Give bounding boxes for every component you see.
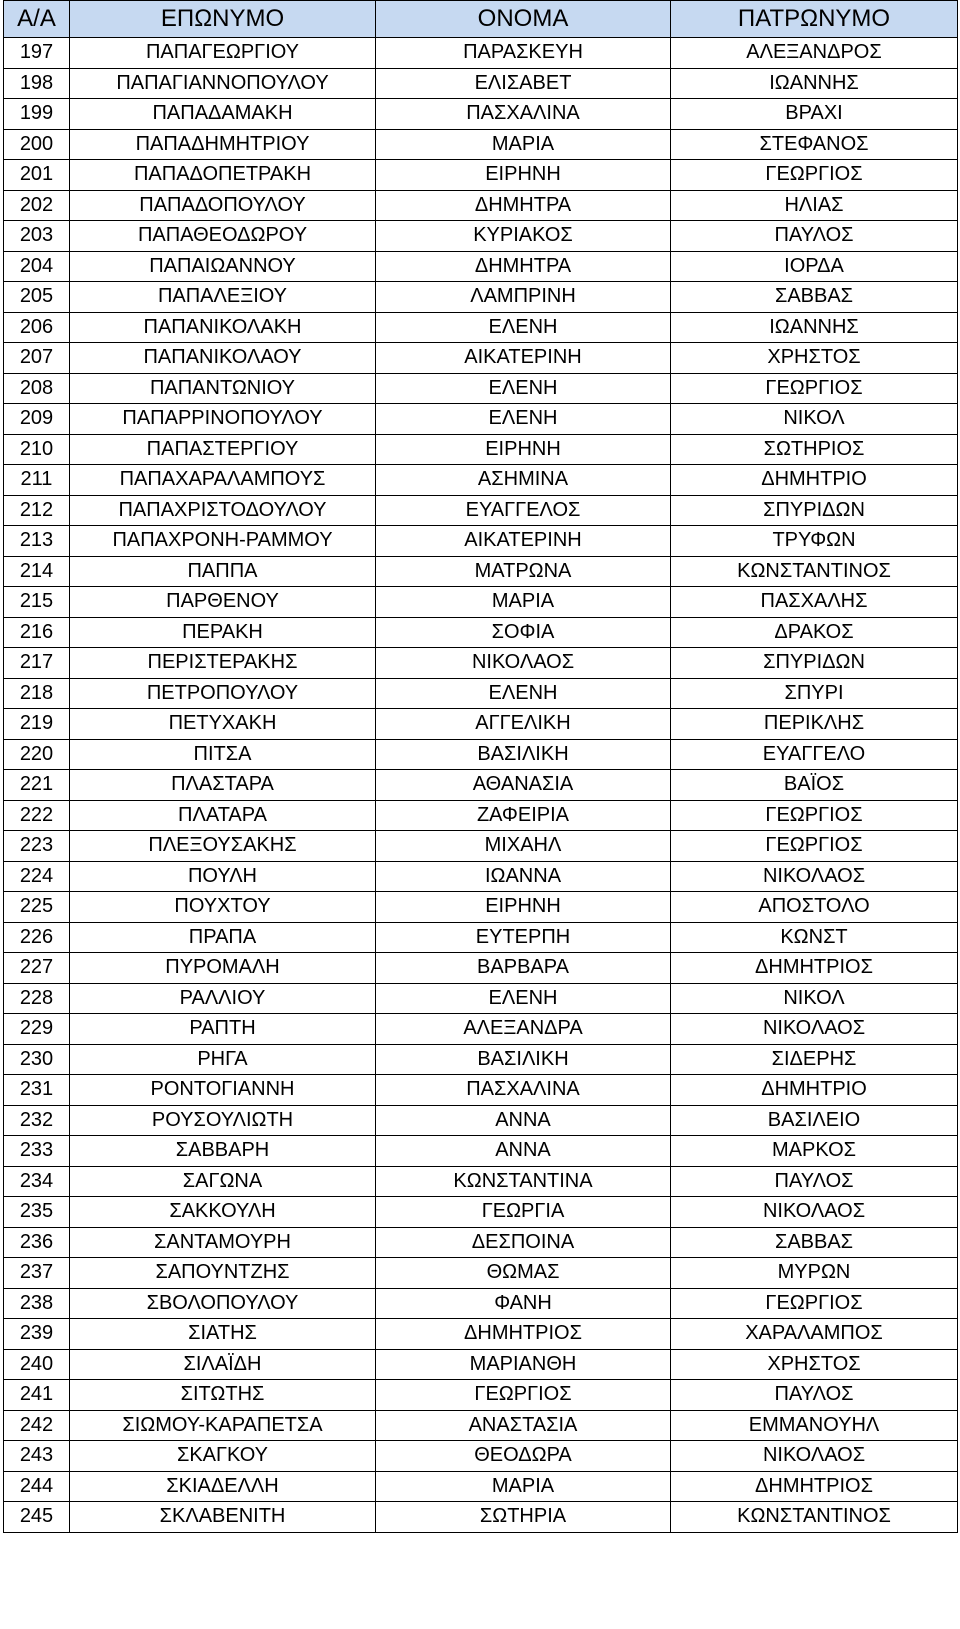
- table-row: [4, 861, 958, 892]
- cell-surname: ΠΕΡΑΚΗ: [70, 617, 376, 648]
- header-father-name: ΠΑΤΡΩΝΥΜΟ: [671, 1, 958, 38]
- cell-name: ΛΑΜΠΡΙΝΗ: [376, 282, 671, 313]
- table-row: [4, 1075, 958, 1106]
- table-row: [4, 38, 958, 69]
- cell-surname: ΠΑΠΑΔΗΜΗΤΡΙΟΥ: [70, 129, 376, 160]
- table-row: [4, 1410, 958, 1441]
- cell-father-name: ΑΛΕΞΑΝΔΡΟΣ: [671, 38, 958, 69]
- table-row: [4, 434, 958, 465]
- cell-name: ΒΑΡΒΑΡΑ: [376, 953, 671, 984]
- cell-father-name: ΒΑΣΙΛΕΙΟ: [671, 1105, 958, 1136]
- cell-surname: ΠΛΕΞΟΥΣΑΚΗΣ: [70, 831, 376, 862]
- cell-name: ΔΗΜΗΤΡΙΟΣ: [376, 1319, 671, 1350]
- cell-aa: 226: [4, 922, 70, 953]
- cell-father-name: ΠΑΥΛΟΣ: [671, 221, 958, 252]
- cell-surname: ΡΑΠΤΗ: [70, 1014, 376, 1045]
- table-body: [4, 38, 958, 1533]
- cell-aa: 229: [4, 1014, 70, 1045]
- cell-name: ΑΝΝΑ: [376, 1136, 671, 1167]
- cell-surname: ΠΕΡΙΣΤΕΡΑΚΗΣ: [70, 648, 376, 679]
- cell-surname: ΡΟΝΤΟΓΙΑΝΝΗ: [70, 1075, 376, 1106]
- cell-surname: ΠΑΠΑΛΕΞΙΟΥ: [70, 282, 376, 313]
- cell-surname: ΠΑΠΑΝΙΚΟΛΑΚΗ: [70, 312, 376, 343]
- cell-father-name: ΔΗΜΗΤΡΙΟΣ: [671, 953, 958, 984]
- cell-surname: ΠΑΠΑΡΡΙΝΟΠΟΥΛΟΥ: [70, 404, 376, 435]
- cell-name: ΠΑΡΑΣΚΕΥΗ: [376, 38, 671, 69]
- cell-aa: 231: [4, 1075, 70, 1106]
- cell-aa: 244: [4, 1471, 70, 1502]
- cell-name: ΑΛΕΞΑΝΔΡΑ: [376, 1014, 671, 1045]
- cell-surname: ΣΙΛΑΪΔΗ: [70, 1349, 376, 1380]
- cell-surname: ΠΟΥΛΗ: [70, 861, 376, 892]
- cell-aa: 223: [4, 831, 70, 862]
- table-row: [4, 343, 958, 374]
- table-row: [4, 282, 958, 313]
- cell-aa: 204: [4, 251, 70, 282]
- cell-aa: 216: [4, 617, 70, 648]
- cell-name: ΔΗΜΗΤΡΑ: [376, 190, 671, 221]
- table-row: [4, 770, 958, 801]
- cell-aa: 238: [4, 1288, 70, 1319]
- cell-surname: ΠΑΠΑΔΟΠΕΤΡΑΚΗ: [70, 160, 376, 191]
- table-row: [4, 1136, 958, 1167]
- cell-aa: 224: [4, 861, 70, 892]
- cell-surname: ΣΑΝΤΑΜΟΥΡΗ: [70, 1227, 376, 1258]
- cell-surname: ΠΑΠΑΧΡΟΝΗ-ΡΑΜΜΟΥ: [70, 526, 376, 557]
- cell-name: ΑΣΗΜΙΝΑ: [376, 465, 671, 496]
- table-row: [4, 190, 958, 221]
- table-row: [4, 892, 958, 923]
- table-row: [4, 617, 958, 648]
- cell-surname: ΠΑΠΑΓΙΑΝΝΟΠΟΥΛΟΥ: [70, 68, 376, 99]
- cell-surname: ΠΑΡΘΕΝΟΥ: [70, 587, 376, 618]
- cell-father-name: ΝΙΚΟΛΑΟΣ: [671, 861, 958, 892]
- cell-name: ΔΗΜΗΤΡΑ: [376, 251, 671, 282]
- cell-surname: ΣΑΓΩΝΑ: [70, 1166, 376, 1197]
- cell-aa: 243: [4, 1441, 70, 1472]
- cell-aa: 209: [4, 404, 70, 435]
- cell-surname: ΠΑΠΑΙΩΑΝΝΟΥ: [70, 251, 376, 282]
- cell-aa: 212: [4, 495, 70, 526]
- cell-father-name: ΙΩΑΝΝΗΣ: [671, 312, 958, 343]
- cell-aa: 241: [4, 1380, 70, 1411]
- cell-aa: 211: [4, 465, 70, 496]
- cell-father-name: ΠΑΥΛΟΣ: [671, 1380, 958, 1411]
- cell-aa: 200: [4, 129, 70, 160]
- cell-aa: 198: [4, 68, 70, 99]
- table-row: [4, 495, 958, 526]
- table-row: [4, 1014, 958, 1045]
- cell-surname: ΠΟΥΧΤΟΥ: [70, 892, 376, 923]
- cell-aa: 234: [4, 1166, 70, 1197]
- cell-father-name: ΣΠΥΡΙΔΩΝ: [671, 648, 958, 679]
- table-row: [4, 160, 958, 191]
- table-row: [4, 1288, 958, 1319]
- table-row: [4, 312, 958, 343]
- table-row: [4, 1227, 958, 1258]
- table-row: [4, 1258, 958, 1289]
- cell-aa: 203: [4, 221, 70, 252]
- cell-father-name: ΓΕΩΡΓΙΟΣ: [671, 831, 958, 862]
- cell-name: ΕΥΤΕΡΠΗ: [376, 922, 671, 953]
- cell-aa: 217: [4, 648, 70, 679]
- cell-aa: 199: [4, 99, 70, 130]
- table-row: [4, 129, 958, 160]
- cell-father-name: ΔΡΑΚΟΣ: [671, 617, 958, 648]
- cell-surname: ΠΛΑΣΤΑΡΑ: [70, 770, 376, 801]
- cell-aa: 214: [4, 556, 70, 587]
- cell-aa: 225: [4, 892, 70, 923]
- cell-father-name: ΧΡΗΣΤΟΣ: [671, 343, 958, 374]
- cell-father-name: ΣΩΤΗΡΙΟΣ: [671, 434, 958, 465]
- cell-father-name: ΠΑΣΧΑΛΗΣ: [671, 587, 958, 618]
- cell-surname: ΠΥΡΟΜΑΛΗ: [70, 953, 376, 984]
- cell-aa: 240: [4, 1349, 70, 1380]
- cell-name: ΕΛΕΝΗ: [376, 373, 671, 404]
- cell-surname: ΠΑΠΑΧΡΙΣΤΟΔΟΥΛΟΥ: [70, 495, 376, 526]
- cell-aa: 215: [4, 587, 70, 618]
- cell-name: ΕΛΕΝΗ: [376, 983, 671, 1014]
- table-row: [4, 221, 958, 252]
- cell-surname: ΣΚΛΑΒΕΝΙΤΗ: [70, 1502, 376, 1533]
- cell-name: ΝΙΚΟΛΑΟΣ: [376, 648, 671, 679]
- table-row: [4, 1166, 958, 1197]
- table-row: [4, 1471, 958, 1502]
- cell-surname: ΣΚΑΓΚΟΥ: [70, 1441, 376, 1472]
- cell-aa: 233: [4, 1136, 70, 1167]
- cell-name: ΕΛΕΝΗ: [376, 678, 671, 709]
- cell-father-name: ΝΙΚΟΛΑΟΣ: [671, 1197, 958, 1228]
- cell-aa: 205: [4, 282, 70, 313]
- cell-surname: ΠΑΠΑΝΙΚΟΛΑΟΥ: [70, 343, 376, 374]
- cell-father-name: ΝΙΚΟΛ: [671, 983, 958, 1014]
- cell-father-name: ΣΙΔΕΡΗΣ: [671, 1044, 958, 1075]
- cell-father-name: ΧΡΗΣΤΟΣ: [671, 1349, 958, 1380]
- cell-father-name: ΝΙΚΟΛΑΟΣ: [671, 1441, 958, 1472]
- table-row: [4, 831, 958, 862]
- cell-name: ΕΙΡΗΝΗ: [376, 892, 671, 923]
- cell-aa: 210: [4, 434, 70, 465]
- table-header: [4, 1, 958, 38]
- table-row: [4, 251, 958, 282]
- cell-name: ΑΝΑΣΤΑΣΙΑ: [376, 1410, 671, 1441]
- cell-father-name: ΚΩΝΣΤΑΝΤΙΝΟΣ: [671, 1502, 958, 1533]
- cell-father-name: ΑΠΟΣΤΟΛΟ: [671, 892, 958, 923]
- cell-surname: ΣΙΩΜΟΥ-ΚΑΡΑΠΕΤΣΑ: [70, 1410, 376, 1441]
- cell-surname: ΠΑΠΑΔΟΠΟΥΛΟΥ: [70, 190, 376, 221]
- cell-father-name: ΓΕΩΡΓΙΟΣ: [671, 800, 958, 831]
- cell-surname: ΣΚΙΑΔΕΛΛΗ: [70, 1471, 376, 1502]
- table-row: [4, 678, 958, 709]
- cell-name: ΜΑΡΙΑΝΘΗ: [376, 1349, 671, 1380]
- cell-aa: 227: [4, 953, 70, 984]
- cell-father-name: ΔΗΜΗΤΡΙΟ: [671, 465, 958, 496]
- cell-father-name: ΓΕΩΡΓΙΟΣ: [671, 1288, 958, 1319]
- table-row: [4, 526, 958, 557]
- cell-father-name: ΔΗΜΗΤΡΙΟΣ: [671, 1471, 958, 1502]
- cell-surname: ΠΑΠΑΘΕΟΔΩΡΟΥ: [70, 221, 376, 252]
- cell-surname: ΠΑΠΠΑ: [70, 556, 376, 587]
- cell-surname: ΣΑΠΟΥΝΤΖΗΣ: [70, 1258, 376, 1289]
- cell-name: ΒΑΣΙΛΙΚΗ: [376, 739, 671, 770]
- cell-name: ΚΥΡΙΑΚΟΣ: [376, 221, 671, 252]
- cell-name: ΘΕΟΔΩΡΑ: [376, 1441, 671, 1472]
- cell-father-name: ΓΕΩΡΓΙΟΣ: [671, 373, 958, 404]
- cell-father-name: ΧΑΡΑΛΑΜΠΟΣ: [671, 1319, 958, 1350]
- cell-name: ΑΝΝΑ: [376, 1105, 671, 1136]
- cell-name: ΔΕΣΠΟΙΝΑ: [376, 1227, 671, 1258]
- cell-father-name: ΕΜΜΑΝΟΥΗΛ: [671, 1410, 958, 1441]
- cell-father-name: ΜΥΡΩΝ: [671, 1258, 958, 1289]
- cell-surname: ΣΙΑΤΗΣ: [70, 1319, 376, 1350]
- cell-name: ΕΙΡΗΝΗ: [376, 434, 671, 465]
- cell-aa: 245: [4, 1502, 70, 1533]
- table-row: [4, 983, 958, 1014]
- cell-surname: ΠΙΤΣΑ: [70, 739, 376, 770]
- cell-surname: ΡΑΛΛΙΟΥ: [70, 983, 376, 1014]
- cell-father-name: ΠΕΡΙΚΛΗΣ: [671, 709, 958, 740]
- cell-surname: ΡΟΥΣΟΥΛΙΩΤΗ: [70, 1105, 376, 1136]
- cell-surname: ΠΑΠΑΧΑΡΑΛΑΜΠΟΥΣ: [70, 465, 376, 496]
- cell-name: ΠΑΣΧΑΛΙΝΑ: [376, 99, 671, 130]
- cell-father-name: ΙΩΑΝΝΗΣ: [671, 68, 958, 99]
- cell-father-name: ΣΠΥΡΙΔΩΝ: [671, 495, 958, 526]
- table-row: [4, 648, 958, 679]
- cell-aa: 242: [4, 1410, 70, 1441]
- cell-father-name: ΗΛΙΑΣ: [671, 190, 958, 221]
- cell-father-name: ΒΡΑΧΙ: [671, 99, 958, 130]
- cell-name: ΕΛΕΝΗ: [376, 312, 671, 343]
- cell-surname: ΣΒΟΛΟΠΟΥΛΟΥ: [70, 1288, 376, 1319]
- table-row: [4, 465, 958, 496]
- table-row: [4, 99, 958, 130]
- cell-name: ΣΟΦΙΑ: [376, 617, 671, 648]
- cell-aa: 237: [4, 1258, 70, 1289]
- table-row: [4, 1319, 958, 1350]
- cell-father-name: ΣΤΕΦΑΝΟΣ: [671, 129, 958, 160]
- cell-aa: 222: [4, 800, 70, 831]
- table-row: [4, 953, 958, 984]
- cell-surname: ΣΙΤΩΤΗΣ: [70, 1380, 376, 1411]
- cell-name: ΑΘΑΝΑΣΙΑ: [376, 770, 671, 801]
- cell-father-name: ΔΗΜΗΤΡΙΟ: [671, 1075, 958, 1106]
- cell-surname: ΠΑΠΑΝΤΩΝΙΟΥ: [70, 373, 376, 404]
- cell-father-name: ΣΠΥΡΙ: [671, 678, 958, 709]
- cell-father-name: ΒΑΪΟΣ: [671, 770, 958, 801]
- cell-father-name: ΠΑΥΛΟΣ: [671, 1166, 958, 1197]
- cell-name: ΓΕΩΡΓΙΑ: [376, 1197, 671, 1228]
- cell-father-name: ΝΙΚΟΛΑΟΣ: [671, 1014, 958, 1045]
- table-row: [4, 800, 958, 831]
- cell-aa: 206: [4, 312, 70, 343]
- table-row: [4, 709, 958, 740]
- cell-surname: ΣΑΚΚΟΥΛΗ: [70, 1197, 376, 1228]
- cell-name: ΕΙΡΗΝΗ: [376, 160, 671, 191]
- cell-name: ΘΩΜΑΣ: [376, 1258, 671, 1289]
- cell-surname: ΠΑΠΑΓΕΩΡΓΙΟΥ: [70, 38, 376, 69]
- cell-father-name: ΚΩΝΣΤ: [671, 922, 958, 953]
- cell-surname: ΠΡΑΠΑ: [70, 922, 376, 953]
- table-row: [4, 739, 958, 770]
- table-row: [4, 556, 958, 587]
- cell-aa: 220: [4, 739, 70, 770]
- names-table: [3, 0, 958, 1533]
- cell-name: ΑΙΚΑΤΕΡΙΝΗ: [376, 526, 671, 557]
- cell-name: ΕΛΕΝΗ: [376, 404, 671, 435]
- cell-name: ΜΙΧΑΗΛ: [376, 831, 671, 862]
- table-row: [4, 1197, 958, 1228]
- cell-name: ΜΑΡΙΑ: [376, 129, 671, 160]
- cell-father-name: ΓΕΩΡΓΙΟΣ: [671, 160, 958, 191]
- cell-aa: 202: [4, 190, 70, 221]
- cell-name: ΣΩΤΗΡΙΑ: [376, 1502, 671, 1533]
- cell-surname: ΠΑΠΑΔΑΜΑΚΗ: [70, 99, 376, 130]
- cell-surname: ΠΑΠΑΣΤΕΡΓΙΟΥ: [70, 434, 376, 465]
- cell-aa: 235: [4, 1197, 70, 1228]
- cell-name: ΕΛΙΣΑΒΕΤ: [376, 68, 671, 99]
- cell-father-name: ΤΡΥΦΩΝ: [671, 526, 958, 557]
- table-row: [4, 922, 958, 953]
- cell-name: ΑΙΚΑΤΕΡΙΝΗ: [376, 343, 671, 374]
- cell-name: ΖΑΦΕΙΡΙΑ: [376, 800, 671, 831]
- cell-name: ΜΑΤΡΩΝΑ: [376, 556, 671, 587]
- header-name: ΟΝΟΜΑ: [376, 1, 671, 38]
- cell-surname: ΠΕΤΡΟΠΟΥΛΟΥ: [70, 678, 376, 709]
- cell-aa: 219: [4, 709, 70, 740]
- cell-name: ΜΑΡΙΑ: [376, 1471, 671, 1502]
- cell-name: ΦΑΝΗ: [376, 1288, 671, 1319]
- cell-aa: 221: [4, 770, 70, 801]
- cell-aa: 239: [4, 1319, 70, 1350]
- cell-father-name: ΜΑΡΚΟΣ: [671, 1136, 958, 1167]
- cell-surname: ΣΑΒΒΑΡΗ: [70, 1136, 376, 1167]
- table-row: [4, 1441, 958, 1472]
- cell-aa: 208: [4, 373, 70, 404]
- table-row: [4, 1349, 958, 1380]
- header-aa: Α/Α: [4, 1, 70, 38]
- table-row: [4, 1044, 958, 1075]
- cell-aa: 207: [4, 343, 70, 374]
- header-row: [4, 1, 958, 38]
- cell-surname: ΠΛΑΤΑΡΑ: [70, 800, 376, 831]
- cell-name: ΓΕΩΡΓΙΟΣ: [376, 1380, 671, 1411]
- cell-aa: 232: [4, 1105, 70, 1136]
- cell-father-name: ΚΩΝΣΤΑΝΤΙΝΟΣ: [671, 556, 958, 587]
- cell-father-name: ΝΙΚΟΛ: [671, 404, 958, 435]
- cell-name: ΠΑΣΧΑΛΙΝΑ: [376, 1075, 671, 1106]
- cell-name: ΒΑΣΙΛΙΚΗ: [376, 1044, 671, 1075]
- table-row: [4, 1105, 958, 1136]
- cell-aa: 236: [4, 1227, 70, 1258]
- cell-name: ΑΓΓΕΛΙΚΗ: [376, 709, 671, 740]
- cell-aa: 197: [4, 38, 70, 69]
- cell-father-name: ΣΑΒΒΑΣ: [671, 1227, 958, 1258]
- cell-surname: ΡΗΓΑ: [70, 1044, 376, 1075]
- cell-father-name: ΕΥΑΓΓΕΛΟ: [671, 739, 958, 770]
- cell-aa: 201: [4, 160, 70, 191]
- cell-aa: 228: [4, 983, 70, 1014]
- cell-aa: 213: [4, 526, 70, 557]
- table-row: [4, 373, 958, 404]
- table-row: [4, 1502, 958, 1533]
- cell-surname: ΠΕΤΥΧΑΚΗ: [70, 709, 376, 740]
- cell-name: ΜΑΡΙΑ: [376, 587, 671, 618]
- header-surname: ΕΠΩΝΥΜΟ: [70, 1, 376, 38]
- cell-aa: 230: [4, 1044, 70, 1075]
- cell-name: ΕΥΑΓΓΕΛΟΣ: [376, 495, 671, 526]
- cell-name: ΚΩΝΣΤΑΝΤΙΝΑ: [376, 1166, 671, 1197]
- cell-father-name: ΙΟΡΔΑ: [671, 251, 958, 282]
- table-row: [4, 68, 958, 99]
- cell-father-name: ΣΑΒΒΑΣ: [671, 282, 958, 313]
- cell-name: ΙΩΑΝΝΑ: [376, 861, 671, 892]
- cell-aa: 218: [4, 678, 70, 709]
- table-row: [4, 587, 958, 618]
- table-row: [4, 404, 958, 435]
- table-row: [4, 1380, 958, 1411]
